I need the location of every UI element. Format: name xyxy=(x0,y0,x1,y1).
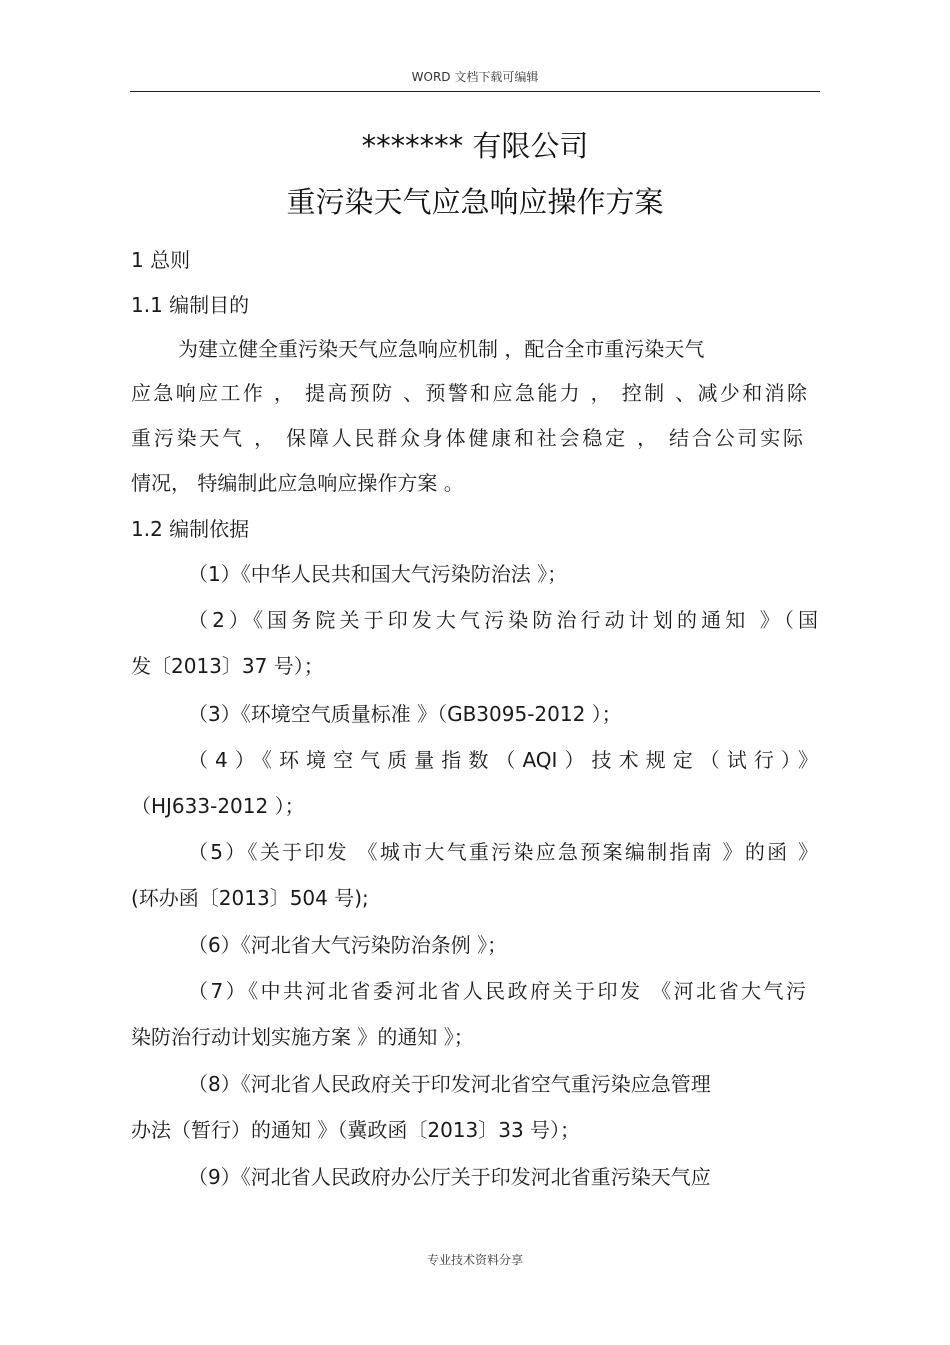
basis-list-item-continued: (环办函〔2013〕504 号); xyxy=(131,886,369,910)
page-header: WORD 文档下载可编辑 xyxy=(411,70,539,84)
purpose-paragraph-line: 为建立健全重污染天气应急响应机制 ，配合全市重污染天气 xyxy=(178,337,705,361)
basis-list-item: （5）《关于印发 《城市大气重污染应急预案编制指南 》的函 》 xyxy=(188,840,818,864)
basis-list-item-continued: 发〔2013〕37 号）； xyxy=(131,654,324,678)
basis-list-item: （3）《环境空气质量标准 》（GB3095-2012 ）； xyxy=(188,702,622,726)
basis-list-item: （7）《中共河北省委河北省人民政府关于印发 《河北省大气污 xyxy=(188,979,806,1003)
purpose-paragraph-line: 应急响应工作 ， 提高预防 、预警和应急能力 ， 控制 、减少和消除 xyxy=(131,381,807,405)
page-footer: 专业技术资料分享 xyxy=(426,1253,523,1267)
section-1-1-heading: 1.1 编制目的 xyxy=(131,293,250,317)
basis-list-item: （4）《环境空气质量指数（AQI）技术规定（试行）》 xyxy=(188,748,818,772)
basis-list-item: （1）《中华人民共和国大气污染防治法 》； xyxy=(188,562,568,586)
company-title: ******* 有限公司 xyxy=(361,129,589,163)
basis-list-item-continued: 办法（暂行）的通知 》（冀政函〔2013〕33 号）； xyxy=(131,1118,581,1142)
purpose-paragraph-line: 重污染天气 ， 保障人民群众身体健康和社会稳定 ， 结合公司实际 xyxy=(131,426,803,450)
section-1-heading: 1 总则 xyxy=(131,248,191,272)
basis-list-item: （9）《河北省人民政府办公厅关于印发河北省重污染天气应 xyxy=(188,1165,711,1189)
basis-list-item-continued: （HJ633-2012 ）； xyxy=(131,794,305,818)
section-1-2-heading: 1.2 编制依据 xyxy=(131,517,250,541)
document-title: 重污染天气应急响应操作方案 xyxy=(286,185,664,219)
basis-list-item: （2）《国务院关于印发大气污染防治行动计划的通知 》（国 xyxy=(188,608,818,632)
basis-list-item: （8）《河北省人民政府关于印发河北省空气重污染应急管理 xyxy=(188,1072,711,1096)
basis-list-item: （6）《河北省大气污染防治条例 》； xyxy=(188,933,508,957)
purpose-paragraph-line: 情况， 特编制此应急响应操作方案 。 xyxy=(131,471,464,495)
header-divider xyxy=(130,91,820,92)
basis-list-item-continued: 染防治行动计划实施方案 》的通知 》； xyxy=(131,1025,474,1049)
